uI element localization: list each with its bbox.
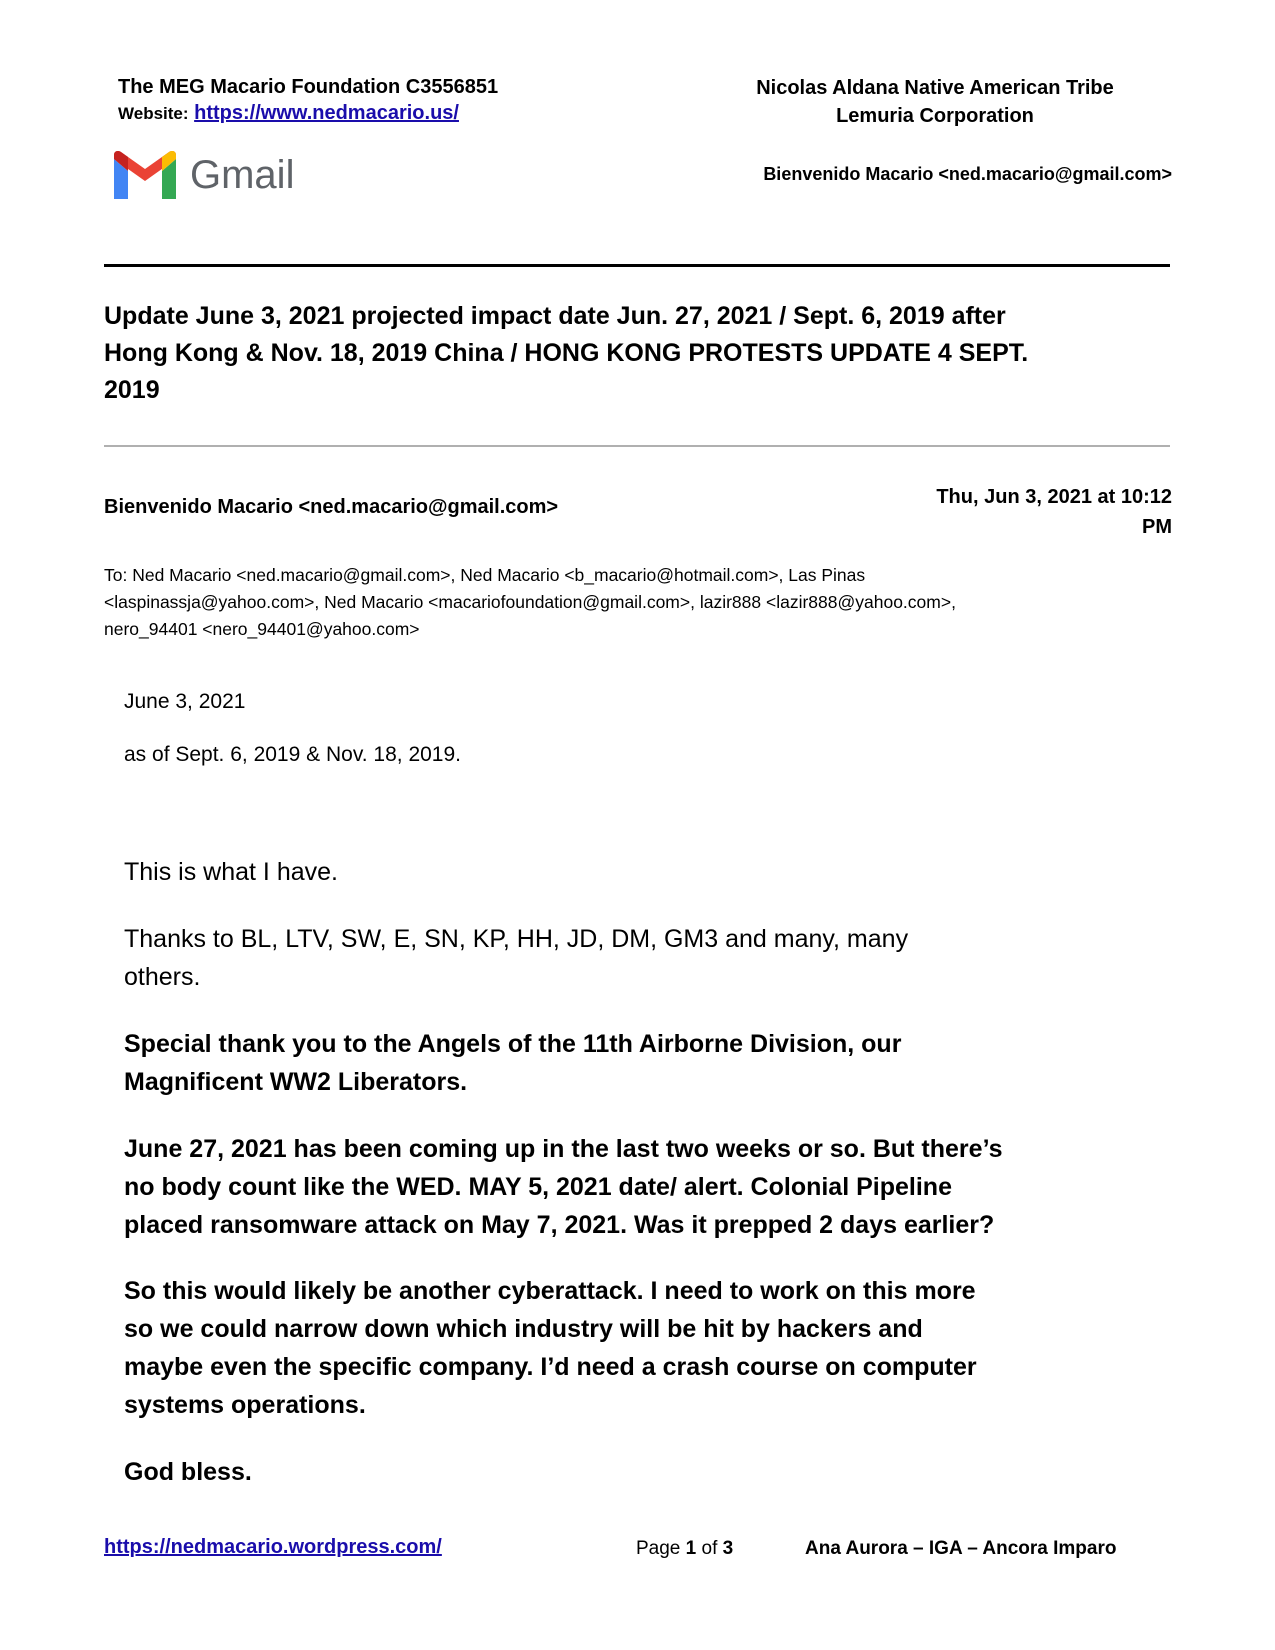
footer-link[interactable]: https://nedmacario.wordpress.com/ [104, 1536, 442, 1558]
body-paragraph-special-thanks [124, 1025, 1174, 1101]
website-line [118, 100, 498, 127]
website-link[interactable]: https://www.nedmacario.us/ [194, 102, 459, 124]
subject-divider [104, 445, 1170, 447]
website-label: Website: [118, 104, 189, 123]
recipients-line: <laspinassja@yahoo.com>, Ned Macario <macariofoundation@gmail.com>, lazir888 <lazir888@yahoo.com>, [104, 592, 956, 612]
account-address: Bienvenido Macario <ned.macario@gmail.com> [763, 164, 1172, 184]
org-name: The MEG Macario Foundation C3556851 [118, 76, 499, 98]
email-date [872, 482, 1172, 542]
tribe-name: Nicolas Aldana Native American Tribe [756, 77, 1114, 99]
body-date: June 3, 2021 [124, 690, 246, 713]
gmail-logo [114, 150, 294, 200]
body-paragraph-thanks [124, 920, 1174, 996]
recipients-line: To: Ned Macario <ned.macario@gmail.com>, Ned Macario <b_macario@hotmail.com>, Las Pinas [104, 565, 866, 585]
body-reference: as of Sept. 6, 2019 & Nov. 18, 2019. [124, 743, 462, 766]
paragraph-line: placed ransomware attack on May 7, 2021. Was it prepped 2 days earlier? [124, 1211, 995, 1239]
letterhead-right [705, 74, 1165, 130]
page-of: of [701, 1538, 718, 1559]
body-paragraph-cyberattack [124, 1272, 1174, 1424]
page-total: 3 [722, 1538, 734, 1559]
page-indicator [636, 1538, 733, 1560]
paragraph-line: maybe even the specific company. I’d need a crash course on computer [124, 1353, 977, 1381]
corporation-name: Lemuria Corporation [836, 105, 1034, 127]
gmail-m-icon [114, 151, 176, 199]
header-divider [104, 264, 1170, 267]
paragraph-line: no body count like the WED. MAY 5, 2021 date/ alert. Colonial Pipeline [124, 1173, 952, 1201]
paragraph-line: others. [124, 963, 201, 991]
paragraph-line: So this would likely be another cyberattack. I need to work on this more [124, 1277, 976, 1305]
footer-signature: Ana Aurora – IGA – Ancora Imparo [805, 1538, 1117, 1559]
subject-line: Update June 3, 2021 projected impact date Jun. 27, 2021 / Sept. 6, 2019 after [104, 302, 1006, 330]
paragraph-line: systems operations. [124, 1391, 366, 1419]
body-paragraph-june27 [124, 1130, 1174, 1244]
paragraph-line: so we could narrow down which industry will be hit by hackers and [124, 1315, 923, 1343]
body-paragraph: This is what I have. [124, 858, 338, 886]
paragraph-line: Thanks to BL, LTV, SW, E, SN, KP, HH, JD, DM, GM3 and many, many [124, 925, 909, 953]
page-current: 1 [685, 1538, 697, 1559]
email-sender: Bienvenido Macario <ned.macario@gmail.com> [104, 496, 559, 518]
paragraph-line: June 27, 2021 has been coming up in the last two weeks or so. But there’s [124, 1135, 1003, 1163]
subject-line: 2019 [104, 376, 160, 404]
email-subject [104, 298, 1174, 409]
gmail-wordmark: Gmail [190, 152, 295, 197]
letterhead-left [118, 74, 498, 127]
date-line: Thu, Jun 3, 2021 at 10:12 [936, 486, 1172, 508]
date-line: PM [1142, 516, 1172, 538]
body-closing: God bless. [124, 1458, 252, 1486]
paragraph-line: Special thank you to the Angels of the 11th Airborne Division, our [124, 1030, 902, 1058]
email-recipients [104, 562, 1184, 643]
recipients-line: nero_94401 <nero_94401@yahoo.com> [104, 619, 420, 639]
page-word: Page [636, 1538, 681, 1559]
paragraph-line: Magnificent WW2 Liberators. [124, 1068, 468, 1096]
subject-line: Hong Kong & Nov. 18, 2019 China / HONG KONG PROTESTS UPDATE 4 SEPT. [104, 339, 1029, 367]
